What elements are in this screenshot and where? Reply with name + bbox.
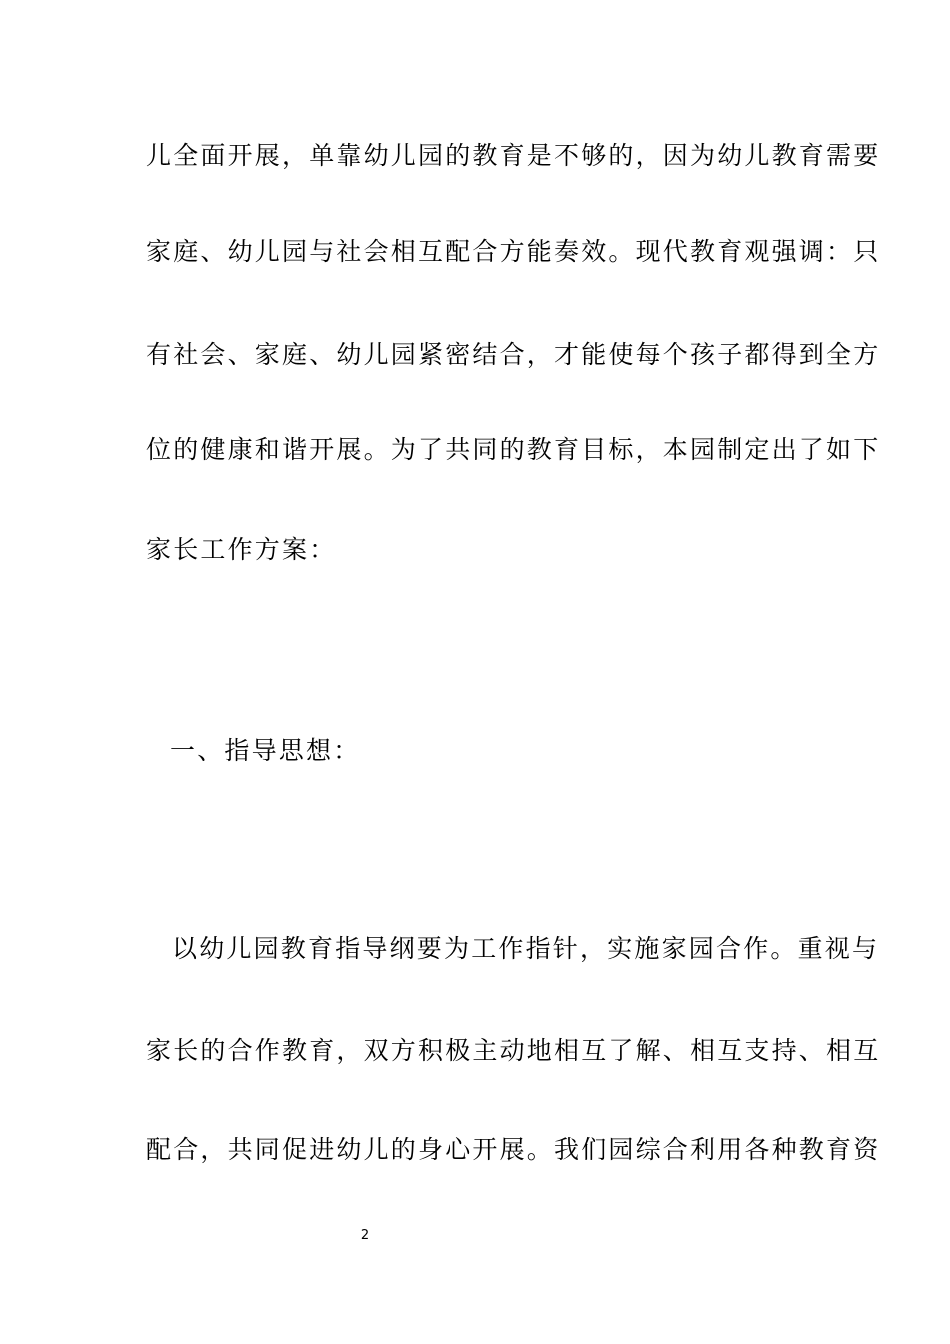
- section-heading: 一、指导思想：: [170, 736, 361, 765]
- paragraph-line: 家长的合作教育，双方积极主动地相互了解、相互支持、相互: [146, 1036, 881, 1065]
- paragraph-line: 位的健康和谐开展。为了共同的教育目标，本园制定出了如下: [146, 435, 881, 464]
- page-number: 2: [360, 1228, 370, 1243]
- paragraph-line: 儿全面开展，单靠幼儿园的教育是不够的，因为幼儿教育需要: [146, 141, 881, 170]
- paragraph-line: 家庭、幼儿园与社会相互配合方能奏效。现代教育观强调：只: [146, 237, 881, 266]
- paragraph-line: 有社会、家庭、幼儿园紧密结合，才能使每个孩子都得到全方: [146, 340, 881, 369]
- paragraph-line: 家长工作方案：: [146, 535, 337, 564]
- paragraph-line: 以幼儿园教育指导纲要为工作指针，实施家园合作。重视与: [172, 934, 880, 963]
- paragraph-line: 配合，共同促进幼儿的身心开展。我们园综合利用各种教育资: [146, 1135, 881, 1164]
